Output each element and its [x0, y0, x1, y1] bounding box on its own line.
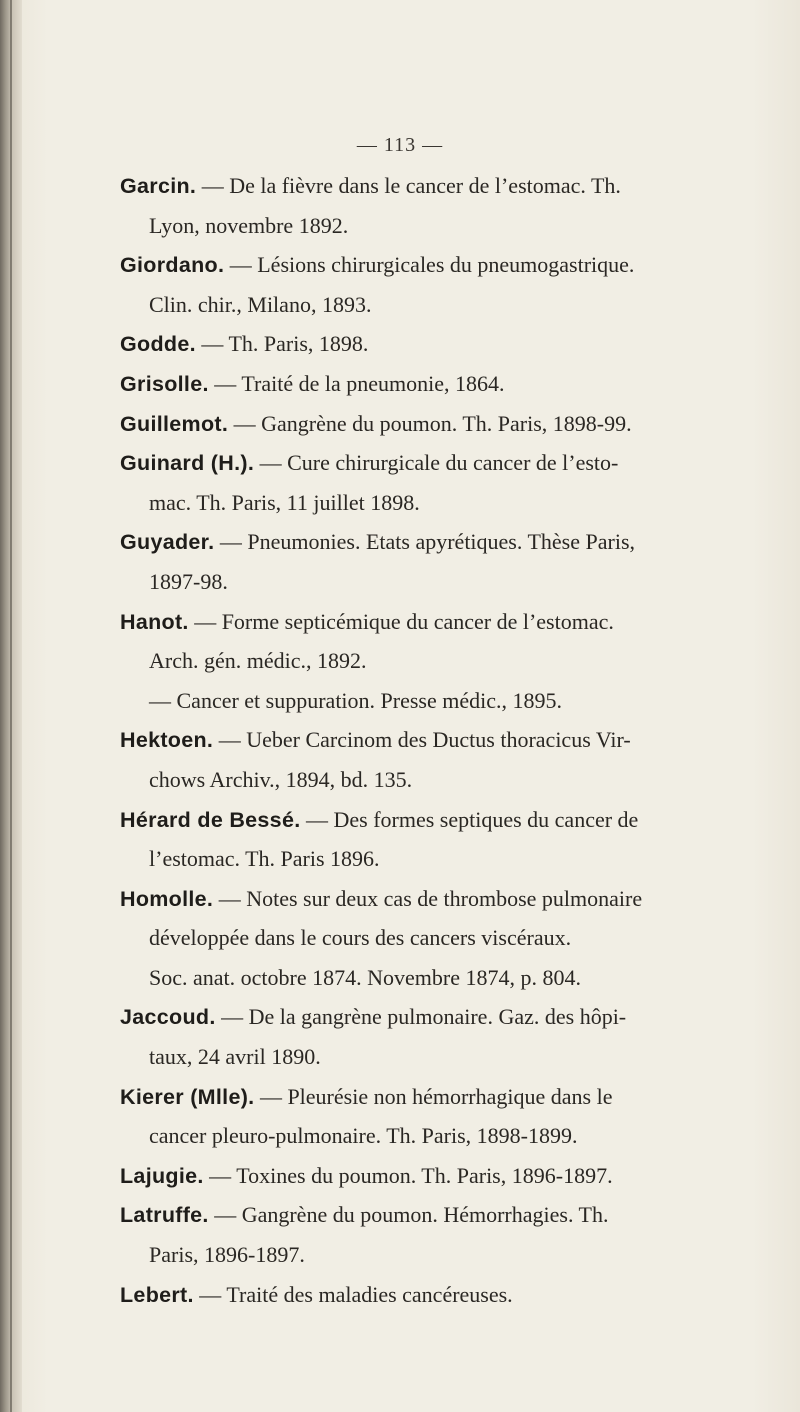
entry-first-line [0, 1195, 800, 1235]
entry-first-line [0, 404, 800, 444]
entry-author: Kierer (Mlle). [120, 1084, 255, 1109]
entry-first-line [0, 443, 800, 483]
entry-continuation-line: mac. Th. Paris, 11 juillet 1898. [149, 489, 420, 515]
entry-author: Guyader. [120, 530, 215, 555]
bibliography-entry [0, 324, 800, 364]
entry-author: Latruffe. [120, 1203, 209, 1228]
entry-text: — Toxines du poumon. Th. Paris, 1896-1897. [203, 1162, 613, 1188]
bibliography-entry [0, 800, 800, 879]
entry-continuation-line: cancer pleuro-pulmonaire. Th. Paris, 1898-1899. [149, 1123, 578, 1149]
bibliography-entry [0, 522, 800, 601]
entry-continuation-line: chows Archiv., 1894, bd. 135. [149, 766, 413, 792]
entry-continuation-line: développée dans le cours des cancers viscéraux. [149, 925, 572, 951]
entry-text: — Ueber Carcinom des Ductus thoracicus Vir- [213, 727, 631, 753]
bibliography-entry [0, 1077, 800, 1156]
entry-continuation-line: 1897-98. [149, 568, 228, 594]
entry-continuation-line: taux, 24 avril 1890. [149, 1044, 321, 1070]
entry-first-line [0, 800, 800, 840]
entry-author: Hanot. [120, 609, 189, 634]
entry-author: Guinard (H.). [120, 451, 255, 476]
entry-first-line [0, 324, 800, 364]
entry-first-line [0, 364, 800, 404]
bibliography-entry [0, 404, 800, 444]
bibliography-entry [0, 602, 800, 721]
entry-first-line [0, 166, 800, 206]
entry-text: — Pneumonies. Etats apyrétiques. Thèse Paris, [214, 529, 635, 555]
bibliography-list [0, 166, 800, 1314]
bibliography-entry [0, 245, 800, 324]
entry-author: Grisolle. [120, 371, 209, 396]
entry-author: Garcin. [120, 174, 197, 198]
bibliography-entry [0, 1156, 800, 1196]
entry-first-line [0, 522, 800, 562]
entry-continuation-line: Clin. chir., Milano, 1893. [149, 291, 372, 317]
entry-text: — Lésions chirurgicales du pneumogastrique. [224, 252, 635, 278]
entry-text: — Pleurésie non hémorrhagique dans le [254, 1083, 613, 1109]
entry-author: Lebert. [120, 1282, 194, 1307]
bibliography-entry [0, 364, 800, 404]
entry-first-line [0, 720, 800, 760]
entry-text: — Traité de la pneumonie, 1864. [208, 370, 505, 396]
entry-author: Lajugie. [120, 1163, 204, 1188]
entry-first-line [0, 997, 800, 1037]
entry-continuation-line: l’estomac. Th. Paris 1896. [149, 846, 380, 872]
entry-text: — Traité des maladies cancéreuses. [193, 1281, 513, 1307]
entry-text: — Th. Paris, 1898. [195, 331, 369, 357]
entry-first-line [0, 879, 800, 919]
entry-text: — Gangrène du poumon. Th. Paris, 1898-99. [228, 410, 632, 436]
entry-first-line [0, 1156, 800, 1196]
entry-text: — Cure chirurgicale du cancer de l’esto- [254, 450, 619, 476]
entry-author: Giordano. [120, 253, 225, 278]
entry-first-line [0, 602, 800, 642]
bibliography-entry [0, 997, 800, 1076]
entry-author: Godde. [120, 332, 196, 357]
entry-continuation-line: Lyon, novembre 1892. [149, 212, 349, 238]
entry-first-line [0, 245, 800, 285]
page-number: — 113 — [356, 134, 444, 156]
entry-first-line [0, 1077, 800, 1117]
bibliography-entry [0, 1195, 800, 1274]
entry-text: — De la fièvre dans le cancer de l’estomac. Th. [196, 173, 621, 198]
entry-continuation-line: Soc. anat. octobre 1874. Novembre 1874, p. 804. [149, 964, 581, 990]
bibliography-entry [0, 166, 800, 245]
entry-text: — Des formes septiques du cancer de [300, 806, 639, 832]
entry-author: Hektoen. [120, 728, 214, 753]
entry-first-line [0, 1275, 800, 1315]
bibliography-entry [0, 1275, 800, 1315]
entry-text: — Notes sur deux cas de thrombose pulmonaire [213, 885, 643, 911]
bibliography-entry [0, 879, 800, 998]
bibliography-entry [0, 443, 800, 522]
entry-continuation-line: Paris, 1896-1897. [149, 1242, 305, 1268]
entry-text: — De la gangrène pulmonaire. Gaz. des hôpi- [215, 1004, 627, 1030]
entry-author: Homolle. [120, 886, 214, 911]
entry-text: — Forme septicémique du cancer de l’estomac. [188, 608, 614, 634]
entry-additional-work: — Cancer et suppuration. Presse médic., 1895. [149, 687, 563, 713]
bibliography-entry [0, 720, 800, 799]
entry-author: Guillemot. [120, 411, 229, 436]
entry-continuation-line: Arch. gén. médic., 1892. [149, 648, 367, 674]
entry-author: Hérard de Bessé. [120, 807, 301, 832]
entry-text: — Gangrène du poumon. Hémorrhagies. Th. [208, 1202, 609, 1228]
entry-author: Jaccoud. [120, 1005, 216, 1030]
